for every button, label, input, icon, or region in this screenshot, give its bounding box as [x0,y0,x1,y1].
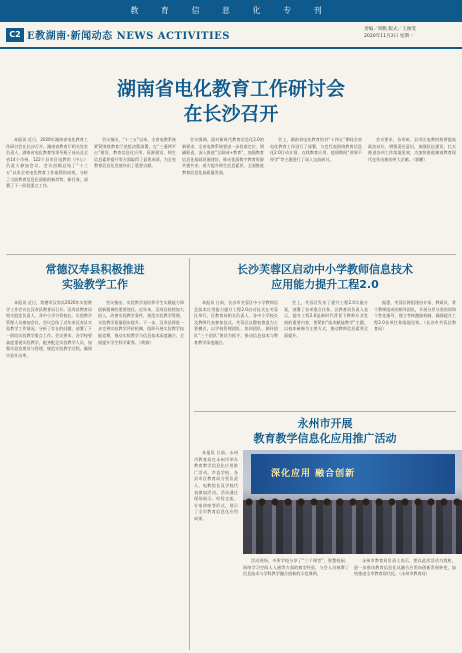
article2-column-1 [6,300,92,648]
article1-headline [0,77,462,127]
header-rule [0,47,462,49]
page-header [0,26,462,46]
article2-column-2 [98,300,184,648]
page-code: C2 [6,28,24,42]
article2-headline-line1: 常德汉寿县积极推进 [45,263,145,276]
section-title: E教湖南·新闻动态 NEWS ACTIVITIES [27,31,231,42]
section-divider-right [194,411,456,412]
article3-text-2: 会上，芙蓉区发布了提升工程2.0实施方案，部署了各项重点任务。区教育局负责人表示，提升工程2.0是新时代背景下教师专业发展的重要内容，要紧扣“技术赋能教学”主题，以校本研修为主要方式，推动教师信息素养全面提升。 [284,300,368,338]
article3-headline-line2: 应用能力提升工程2.0 [271,278,379,291]
stage-screen [251,454,455,494]
article4-column-3 [354,558,456,648]
article1-column-3 [182,137,264,249]
article4-headline [194,416,456,446]
article3-text-3: 据悉，芙蓉区将组建由专家、教研员、骨干教师组成的指导团队，开展分层分类培训和个性化指导，建立考核激励机制，确保提升工程2.0各项任务落地见效。（长沙市芙蓉区教育局） [374,300,456,332]
article1-headline-line1: 湖南省电化教育工作研讨会 [116,78,345,100]
article2-text-1: 本报讯 近日，常德市汉寿县2020年实验教学工作会议在汉寿县教育局召开。汉寿县教育局相关股室负责人、各中小学分管校长、实验教学管理人员参加会议。会议总结了近年来汉寿县实验教学工作情况，分析了存在的问题，部署了下一阶段实验教学重点工作。会议要求，各学校要高度重视实验教学，配齐配足实验教学人员，加强实验室建设与管理，规范实验教学过程，确保实验开出率。 [6,300,92,358]
article1-column-4 [270,137,362,249]
article2-headline [6,262,184,292]
article3-text-1: 本报讯 日前，长沙市芙蓉区中小学教师信息技术应用能力提升工程2.0启动仪式在芙蓉区举行。区教育局相关负责人、各中小学校长及教师代表参加仪式。芙蓉区以整校推进为主要模式，以学校管理团队、培训团队、测评团队“三个团队”建设为抓手，推动信息技术与教育教学深度融合。 [194,300,278,345]
article3-headline-line1: 长沙芙蓉区启动中小学教师信息技术 [237,263,413,276]
column-divider [189,258,190,650]
article1-text-4: 会上，湖南省电化教育馆对“十四五”期间全省电化教育工作进行了部署，与会代表围绕教育信息化2.0行动计划、在线教育应用、疫情期间“停课不停学”等主题进行了深入交流研讨。 [270,137,362,162]
article3-headline [194,262,456,292]
article3-column-1 [194,300,278,408]
article4-column-1 [194,450,238,648]
article4-headline-line2: 教育教学信息化应用推广活动 [253,432,397,445]
article1-text-2: 会议指出，“十三五”以来，全省电教系统紧紧围绕教育厅党组决策部署，在“三通两平台”建设、教育信息化应用、资源建设、师生信息素养提升等方面取得了显著成绩，为全省教育信息化发展作出了重要贡献。 [94,137,176,169]
article4-text-2: 活动现场，多所学校分享了“三个课堂”、智慧校园、网络学习空间人人通等方面的典型经验，与会人员观摩了信息技术与学科教学融合创新的示范课例。 [243,558,349,577]
article2-headline-line2: 实验教学工作 [62,278,128,291]
article3-column-3 [374,300,456,408]
edition-meta [364,26,456,40]
masthead-bar: 教 育 信 息 化 专 刊 [0,0,462,22]
stage-banner-text: 深化应用 融合创新 [271,469,356,479]
editor-line: 责编／周帆 版式／王俊雯 [364,27,416,32]
date-line: 2020年11月2日 星期一 [364,34,414,39]
article4-text-3: 永州市教育局负责人表示，要以此次活动为契机，进一步推动教育信息化从融合应用向创新发展转变，加快推进全市教育现代化。（永州市教育局） [354,558,456,577]
article4-text-1: 本报讯 日前，永州市教育局在永州市举办教育教学信息化应用推广活动。市直学校、各县市区教育局分管负责人、电教馆长及学校代表参加活动。活动通过现场展示、经验交流、专家讲座等形式，展示了全市教育信息化应用成果。 [194,450,238,521]
event-photo [243,450,462,554]
section-divider [6,254,456,255]
article1-column-2 [94,137,176,249]
article3-column-2 [284,300,368,408]
article1-headline-line2: 在长沙召开 [183,103,279,125]
article1-column-1 [6,137,88,249]
audience-heads [243,496,462,508]
article1-text-1: 本报讯 近日，2020年湖南省电化教育工作研讨会在长沙召开。湖南省教育厅相关处室负责人、湖南省电化教育馆领导班子成员及全省14个市州、122个县市区电教馆（中心）负责人参加会议。会议回顾总结了“十三五”以来全省电化教育工作取得的成效，分析了当前教育信息化面临的新形势、新任务，部署了下一阶段重点工作。 [6,137,88,189]
article1-text-5: 会议要求，各市州、县市区电教机构要提高政治站位，增强责任意识，加强队伍建设，扎实推进各项工作落地见效，为加快推进湖南教育现代化作出新的更大贡献。（郭鹏） [368,137,456,162]
audience [243,500,462,554]
article4-column-2 [243,558,349,648]
article2-text-2: 会议指出，实验教学是培养学生实践能力和创新精神的重要途径。近年来，汉寿县持续加大投入，改善实验教学条件，规范实验教学管理，实验教学质量稳步提升。下一步，汉寿县将进一步完善实验教学评价机制，组织开展实验教学技能竞赛，推动实验教学与信息技术深度融合，全面提升学生科学素养。（黄娟） [98,300,184,345]
article1-column-5 [368,137,456,249]
article4-headline-line1: 永州市开展 [297,417,353,430]
article1-text-3: 会议强调，面对新时代教育信息化2.0的新要求，全省电教系统要进一步找准定位、明确职责，深入推进“互联网+教育”，加强教育信息化基础设施建设，推动优质数字教育资源共建共享，着力提升师生信息素养，全面推进教育信息化高质量发展。 [182,137,264,175]
